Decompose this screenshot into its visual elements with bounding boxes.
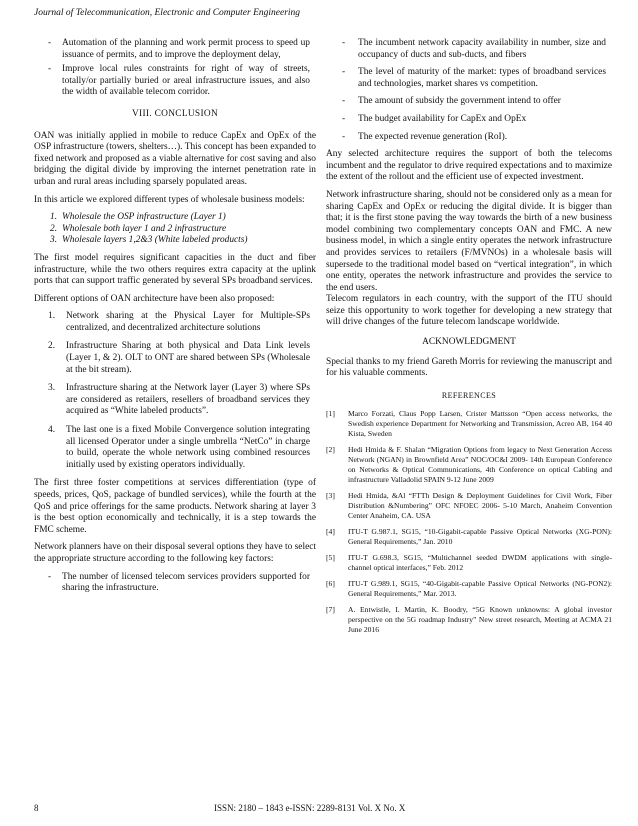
list-item: 3. Infrastructure sharing at the Network layer (Layer 3) where SPs are considered as retailers, resellers of broadband services they acquired as “White labeled products”.: [48, 383, 310, 417]
list-item: 1. Wholesale the OSP infrastructure (Layer 1): [50, 212, 226, 223]
paragraph: The first model requires significant capacities in the duct and fiber infrastructure, while the two others requires extra capacity at the uplink ports that can support traffic generated by several SPs broadband services.: [34, 252, 316, 287]
paragraph: In this article we explored different types of wholesale business models:: [34, 194, 305, 205]
journal-header: Journal of Telecommunication, Electronic and Computer Engineering: [34, 8, 301, 18]
list-item: - Automation of the planning and work permit process to speed up issuance of permits, and to improve the deployment delay,: [48, 38, 310, 60]
page-number: 8: [34, 803, 39, 813]
paragraph: Network infrastructure sharing, should not be considered only as a mean for sharing CapEx and OpEx or reducing the digital divide. It is bigger than that; it is the first stone paving the way towards the birth of a new business model combining two complementary concepts OAN and FMC. A new business model, in which a single entity operates the network infrastructure and provides services to retailers (F/MVNOs) in a wholesale basis will supersede to the traditional model based on “vertical integration”, in which one entity, operates the network infrastructure and provides the service to the end users.: [326, 189, 612, 293]
list-item: 1. Network sharing at the Physical Layer for Multiple-SPs centralized, and decentralized architecture solutions: [48, 311, 310, 333]
left-bullet-list: [34, 38, 316, 99]
paragraph: Any selected architecture requires the support of both the telecoms incumbent and the regulator to drive required expectations and to maximize the extent of the rollout and the efficient use of expected investment.: [326, 149, 612, 183]
paragraph: The first three foster competitions at services differentiation (type of speeds, prices, QoS, package of bundled services), while the fourth at the QoS and price offerings for the same products. Network sharing at layer 3 is the best option economically and technically, it is a step towards the FMC scheme.: [34, 478, 316, 535]
list-item: 3. Wholesale layers 1,2&3 (White labeled products): [50, 235, 248, 246]
issn-footer: ISSN: 2180 – 1843 e-ISSN: 2289-8131 Vol. X No. X: [214, 803, 406, 813]
reference-item: [2] Hedi Hmida & F. Shalan “Migration Options from legacy to Next Generation Access Network (NGAN) in Brownfield Area” NOC/OC&I 2009- 14th European Conference on Networks & Optical Communications, 4th Conference on optical Cabling and infrastructure Valladolid SPAIN 9-12 June 2009: [326, 445, 612, 485]
acknowledgment-text: Special thanks to my friend Gareth Morris for reviewing the manuscript and for his valuable comments.: [326, 356, 612, 379]
options-list: [34, 311, 316, 471]
conclusion-heading: VIII. CONCLUSION: [131, 108, 219, 119]
list-item: - The incumbent network capacity availability in number, size and occupancy of ducts and sub-ducts, and fibers: [342, 38, 606, 60]
reference-item: [1] Marco Forzati, Claus Popp Larsen, Crister Mattsson “Open access networks, the Swedish experience Department for Networking and Transmission, Acreo AB, 164 40 Kista, Sweden: [326, 409, 612, 439]
reference-item: [7] A. Entwistle, I. Martin, K. Boodry, “5G Known unknowns: A global investor perspective on the 5G roadmap Industry” New street research, Meeting at ACMA 21 June 2016: [326, 605, 612, 635]
reference-item: [6] ITU-T G.989.1, SG15, “40-Gigabit-capable Passive Optical Networks (NG-PON2): General Requirements,” Mar. 2013.: [326, 579, 612, 599]
list-item: 4. The last one is a fixed Mobile Convergence solution integrating all licensed Operator under a single umbrella “NetCo” in charge to build, operate the whole network using combined resources initially used by existing operators individually.: [48, 425, 310, 470]
factors-list-start: [34, 572, 316, 595]
list-item: - The amount of subsidy the government intend to offer: [342, 96, 561, 107]
list-item: - The budget availability for CapEx and OpEx: [342, 113, 527, 124]
reference-item: [3] Hedi Hmida, &Al “FTTh Design & Deployment Guidelines for Civil Work, Fiber Distribution &Numbering” OFC NFOEC 2006- 5-10 March, Anaheim Convention Center Anaheim, CA. USA: [326, 491, 612, 521]
list-item: 2. Infrastructure Sharing at both physical and Data Link levels (Layer 1, & 2). OLT to ONT are shared between SPs (Wholesale at the bit stream).: [48, 341, 310, 375]
list-item: - The level of maturity of the market: types of broadband services and technologies, market shares vs competition.: [342, 67, 606, 89]
left-column: [34, 38, 316, 601]
list-item: - The expected revenue generation (RoI).: [342, 131, 508, 142]
models-list: [34, 212, 316, 247]
paragraph: OAN was initially applied in mobile to reduce CapEx and OpEx of the OSP infrastructure (towers, shelters…). This concept has been expanded to fixed network and proposed as a viable alternative for cost saving and also bridging the digital divide by improving the internet penetration rate in urban and rural areas including sparsely populated areas.: [34, 130, 316, 187]
list-item: 2. Wholesale both layer 1 and 2 infrastructure: [50, 223, 227, 234]
paragraph: Different options of OAN architecture have been also proposed:: [34, 293, 275, 304]
right-column: [326, 38, 612, 641]
list-item: - Improve local rules constraints for right of way of streets, totally/or partially buried or areal infrastructure issues, and also the width of available telecom corridor.: [48, 64, 310, 98]
acknowledgment-heading: ACKNOWLEDGMENT: [422, 337, 516, 348]
reference-item: [4] ITU-T G.987.1, SG15, “10-Gigabit-capable Passive Optical Networks (XG-PON): General Requirements,” Jan. 2010: [326, 527, 612, 547]
references-list: [326, 409, 612, 635]
factors-list-continued: [326, 38, 612, 143]
list-item: - The number of licensed telecom services providers supported for sharing the infrastructure.: [48, 571, 310, 594]
references-heading: REFERENCES: [441, 390, 497, 400]
paragraph: Network planners have on their disposal several options they have to select the appropriate structure according to the following key factors:: [34, 542, 316, 564]
reference-item: [5] ITU-T G.698.3, SG15, “Multichannel seeded DWDM applications with single-channel optical interfaces,” Feb. 2012: [326, 553, 612, 573]
paragraph: Telecom regulators in each country, with the support of the ITU should seize this opportunity to work together for developing a new strategy that will drive changes of the future telecom landscape worldwide.: [326, 294, 612, 328]
